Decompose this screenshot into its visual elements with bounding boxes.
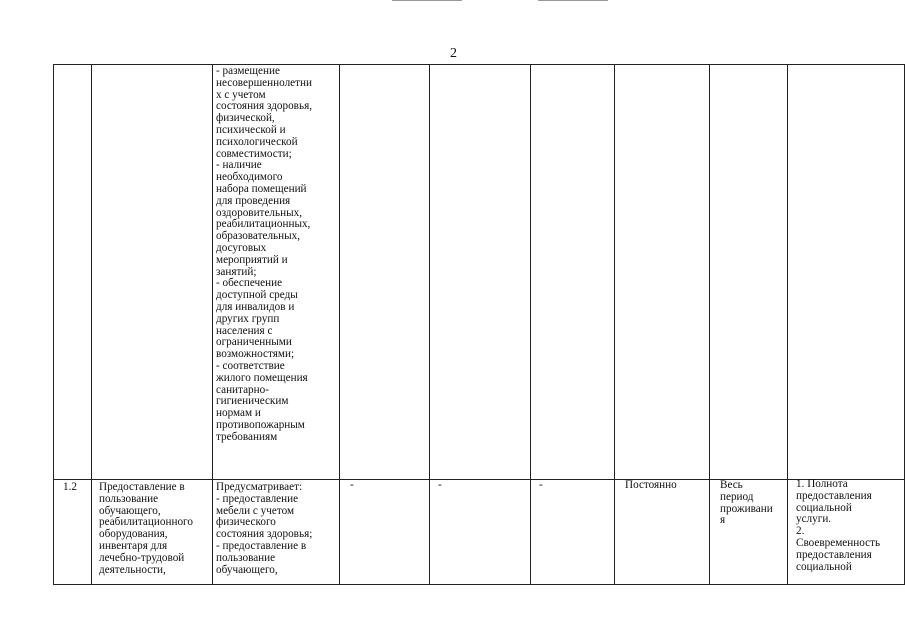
table-bottom-border (53, 584, 905, 585)
cell-col5: - (429, 479, 530, 584)
scan-edge-line-1 (392, 0, 462, 1)
cell-service-name: Предоставление в пользование обучающего, реабилитационного оборудования, инвентаря для лечебно-трудовой деятельности, (91, 479, 212, 584)
cell-col6 (530, 64, 614, 479)
cell-num: 1.2 (53, 479, 91, 584)
cell-period (709, 64, 787, 479)
cell-service-name (91, 64, 212, 479)
cell-service-content: - размещение несовершеннолетни х с учетом состояния здоровья, физической, психической и психологической совместимости; - наличие необходимого набора помещений для проведения оздоровительных, реабилитационных, образовательных, досуговых мероприятий и занятий; - обеспечение доступной среды для инвалидов и других групп населения с ограниченными возможностями; - соответствие жилого помещения санитарно- гигиеническим нормам и противопожарным требованиям (212, 64, 339, 479)
cell-term: Постоянно (614, 479, 709, 584)
table-row-1-2 (0, 479, 905, 584)
cell-col5 (429, 64, 530, 479)
cell-col4: - (339, 479, 429, 584)
table-row-continued (0, 64, 905, 479)
cell-num (53, 64, 91, 479)
scan-edge-line-2 (538, 0, 608, 1)
cell-criteria: 1. Полнота предоставления социальной услуги. 2. Своевременность предоставления социальной (787, 479, 905, 584)
cell-col6: - (530, 479, 614, 584)
cell-service-content: Предусматривает: - предоставление мебели с учетом физического состояния здоровья; - предоставление в пользование обучающего, (212, 479, 339, 584)
cell-period: Весь период проживани я (709, 479, 787, 584)
cell-term (614, 64, 709, 479)
page-number: 2 (450, 46, 457, 61)
cell-col4 (339, 64, 429, 479)
cell-criteria (787, 64, 905, 479)
